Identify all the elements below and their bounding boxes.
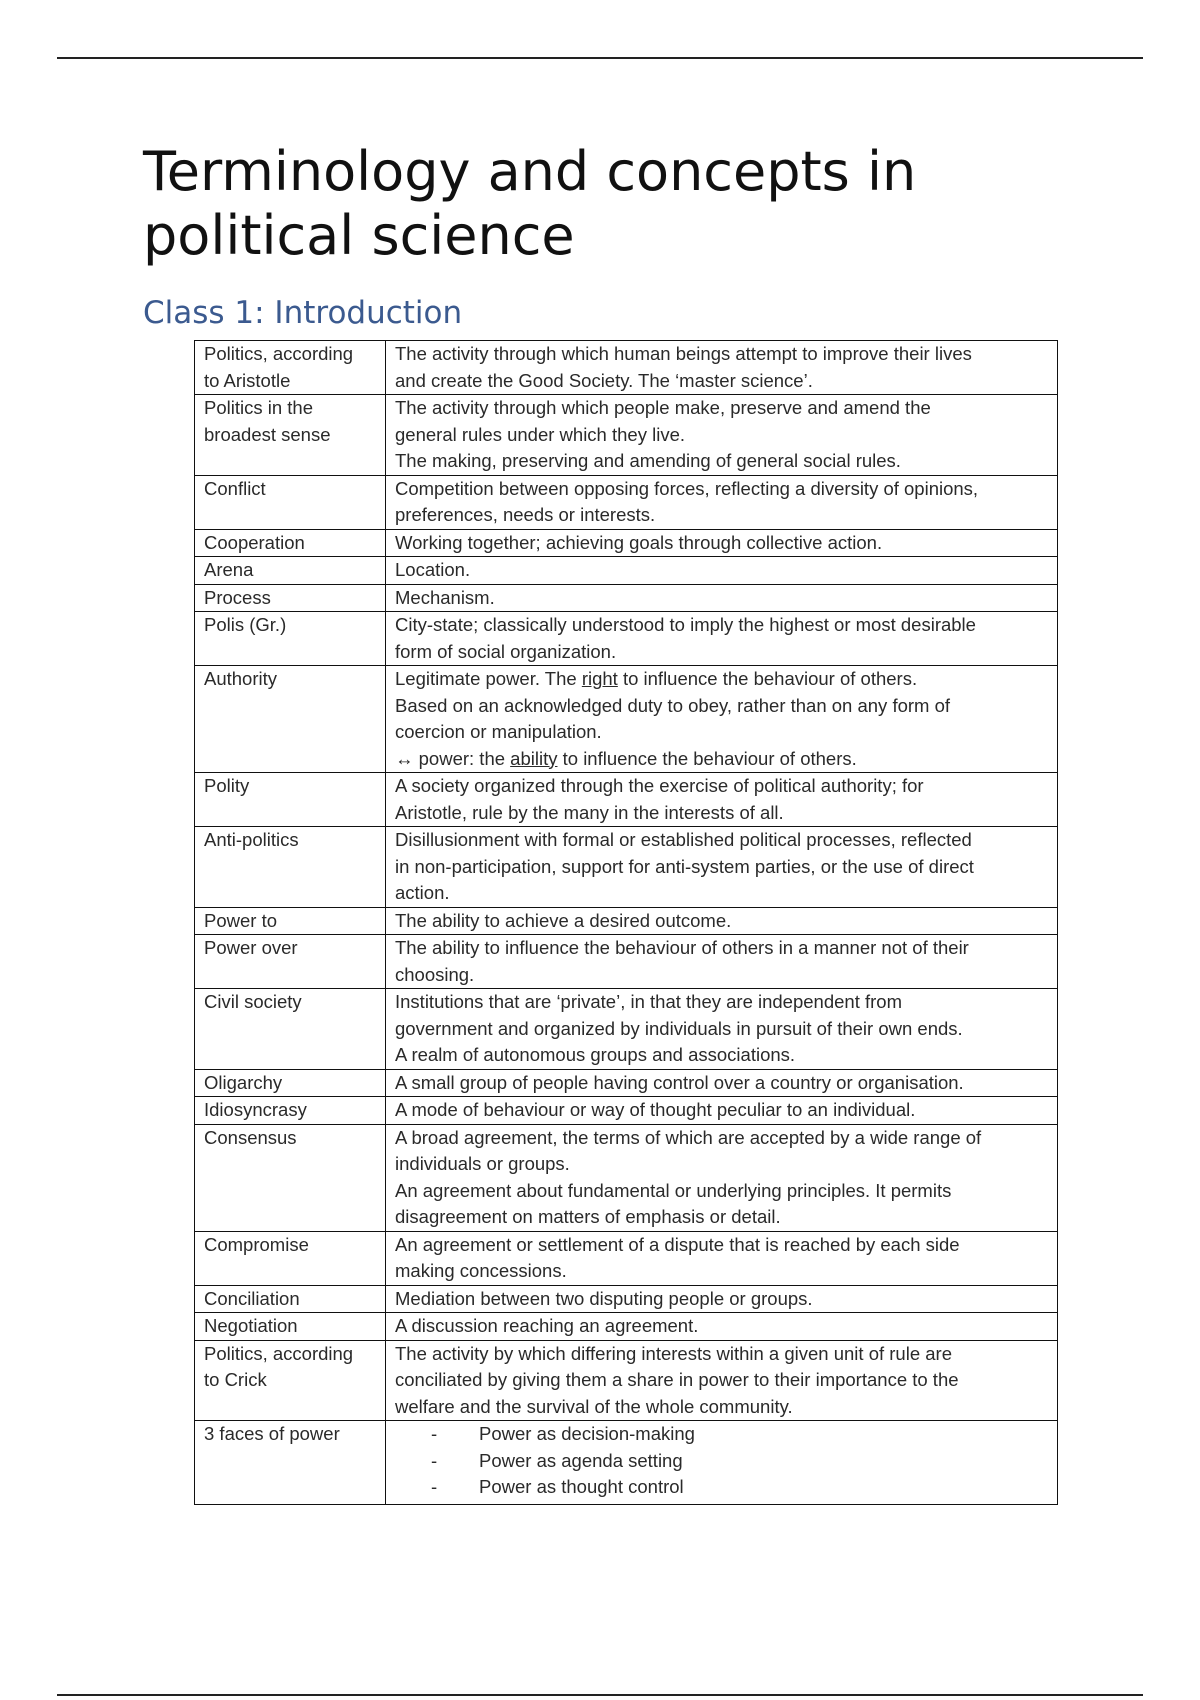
definition-line: A realm of autonomous groups and associations. [395,1044,796,1065]
definition-line [395,666,1049,693]
definition-line: City-state; classically understood to imply the highest or most desirable [395,614,976,635]
definition-cell [386,1340,1058,1421]
definition-cell [386,773,1058,827]
definition-cell [386,529,1058,557]
term-line: Conflict [204,477,266,499]
terminology-table [194,340,1058,1505]
definition-cell [386,395,1058,476]
definition-cell [386,557,1058,585]
term-cell [195,395,386,476]
term-cell [195,1231,386,1285]
definition-line: disagreement on matters of emphasis or detail. [395,1206,781,1227]
definition-cell [386,1097,1058,1125]
definition-cell [386,935,1058,989]
definition-line: Mediation between two disputing people or groups. [395,1287,813,1309]
definition-cell [386,1231,1058,1285]
definition-line: preferences, needs or interests. [395,504,656,525]
term-line: Polity [204,775,250,796]
table-row [195,475,1058,529]
term-cell [195,666,386,773]
definition-line: general rules under which they live. [395,423,685,445]
underlined-word: right [581,668,618,689]
bullet-text: Power as decision-making [479,1423,695,1444]
definition-text: to influence the behaviour of others. [617,668,918,689]
term-line: Politics, according [204,343,354,364]
term-line: Process [204,586,271,608]
term-cell [195,557,386,585]
term-line: Conciliation [204,1287,300,1309]
term-line: Power to [204,909,278,931]
term-line: Negotiation [204,1315,298,1336]
table-row [195,907,1058,935]
term-cell [195,1340,386,1421]
bullet-marker: - [431,1423,438,1444]
term-cell [195,1069,386,1097]
definition-cell [386,907,1058,935]
definition-line: and create the Good Society. The ‘master science’. [395,369,813,391]
term-line: Oligarchy [204,1071,283,1093]
term-cell [195,1285,386,1313]
definition-line: Working together; achieving goals through collective action. [395,531,883,553]
definition-cell [386,584,1058,612]
table-row [195,1097,1058,1125]
definition-cell [386,475,1058,529]
table-row [195,557,1058,585]
term-cell [195,475,386,529]
table-row [195,529,1058,557]
bullet-marker: - [431,1476,438,1497]
footer-rule [57,1694,1143,1696]
bullet-marker: - [431,1449,438,1471]
definition-line: A discussion reaching an agreement. [395,1315,699,1336]
table-row [195,1285,1058,1313]
term-cell [195,584,386,612]
definition-line: Aristotle, rule by the many in the interests of all. [395,801,784,823]
term-cell [195,1421,386,1505]
definition-cell [386,1124,1058,1231]
definition-line: A broad agreement, the terms of which are accepted by a wide range of [395,1126,982,1148]
table-row [195,395,1058,476]
definition-line: The activity by which differing interests within a given unit of rule are [395,1342,952,1364]
term-line: Compromise [204,1233,309,1255]
definition-line: The activity through which human beings attempt to improve their lives [395,343,972,364]
term-line: Civil society [204,991,302,1012]
definition-line [395,746,1049,773]
term-line: Authority [204,668,278,689]
table-row [195,827,1058,908]
term-cell [195,529,386,557]
definition-line: choosing. [395,963,475,985]
definition-line: Disillusionment with formal or established political processes, reflected [395,829,972,850]
definition-line: conciliated by giving them a share in power to their importance to the [395,1369,959,1390]
term-line: Cooperation [204,531,305,553]
table-row [195,341,1058,395]
definition-cell [386,1313,1058,1341]
header-rule [57,57,1143,59]
definition-cell [386,989,1058,1070]
term-line: Politics, according [204,1342,354,1364]
table-row [195,666,1058,773]
bullet-item [395,1474,1049,1501]
table-row [195,1069,1058,1097]
definition-cell [386,341,1058,395]
definition-cell [386,1421,1058,1505]
definition-line: form of social organization. [395,640,617,662]
definition-line: government and organized by individuals in pursuit of their own ends. [395,1017,963,1039]
section-heading: Class 1: Introduction [143,295,463,331]
table-row [195,773,1058,827]
term-line: to Crick [204,1369,267,1390]
term-cell [195,612,386,666]
definition-line: The ability to achieve a desired outcome. [395,909,732,931]
term-line: to Aristotle [204,369,291,391]
definition-line: Competition between opposing forces, reflecting a diversity of opinions, [395,477,979,499]
definition-line: An agreement about fundamental or underlying principles. It permits [395,1179,952,1201]
definition-line: Mechanism. [395,586,495,608]
definition-line: A mode of behaviour or way of thought peculiar to an individual. [395,1099,916,1120]
term-line: Anti-politics [204,829,299,850]
definition-line: A small group of people having control over a country or organisation. [395,1071,964,1093]
table-row [195,1313,1058,1341]
term-cell [195,827,386,908]
definition-cell [386,1069,1058,1097]
definition-text: Legitimate power. The [395,668,582,689]
document-title: Terminology and concepts in political science [143,140,917,267]
definition-line: The ability to influence the behaviour of others in a manner not of their [395,937,969,958]
underlined-word: ability [510,747,558,769]
term-cell [195,773,386,827]
definition-cell [386,1285,1058,1313]
bullet-text: Power as thought control [479,1476,684,1497]
bullet-text: Power as agenda setting [479,1449,683,1471]
table-row [195,1231,1058,1285]
definition-line: action. [395,882,450,903]
term-cell [195,935,386,989]
definition-cell [386,666,1058,773]
term-line: Politics in the [204,397,313,418]
definition-line: Institutions that are ‘private’, in that they are independent from [395,991,902,1012]
bullet-item [395,1421,1049,1448]
term-cell [195,1313,386,1341]
definition-line: An agreement or settlement of a dispute that is reached by each side [395,1233,960,1255]
definition-line: individuals or groups. [395,1153,570,1174]
term-cell [195,907,386,935]
definition-line: coercion or manipulation. [395,721,602,742]
table-row [195,989,1058,1070]
definition-line: The making, preserving and amending of general social rules. [395,450,901,471]
term-line: Arena [204,559,254,580]
table-row [195,1421,1058,1505]
term-cell [195,341,386,395]
bullet-item [395,1448,1049,1475]
definition-text: ↔ power: the [395,747,511,769]
definition-text: to influence the behaviour of others. [557,747,857,769]
term-line: Polis (Gr.) [204,614,287,635]
definition-line: in non-participation, support for anti-system parties, or the use of direct [395,855,974,877]
term-line: Power over [204,937,298,958]
term-cell [195,1124,386,1231]
definition-line: A society organized through the exercise of political authority; for [395,775,924,796]
definition-line: Location. [395,559,471,580]
term-cell [195,1097,386,1125]
table-row [195,612,1058,666]
term-cell [195,989,386,1070]
definition-line: welfare and the survival of the whole community. [395,1395,793,1417]
term-line: broadest sense [204,423,331,445]
term-line: Consensus [204,1126,297,1148]
definition-line: The activity through which people make, preserve and amend the [395,397,931,418]
term-line: Idiosyncrasy [204,1099,307,1120]
definition-line: Based on an acknowledged duty to obey, rather than on any form of [395,694,951,716]
definition-line: making concessions. [395,1260,567,1281]
table-row [195,935,1058,989]
definition-cell [386,827,1058,908]
definition-cell [386,612,1058,666]
term-line: 3 faces of power [204,1423,340,1444]
table-row [195,1340,1058,1421]
table-row [195,1124,1058,1231]
table-row [195,584,1058,612]
